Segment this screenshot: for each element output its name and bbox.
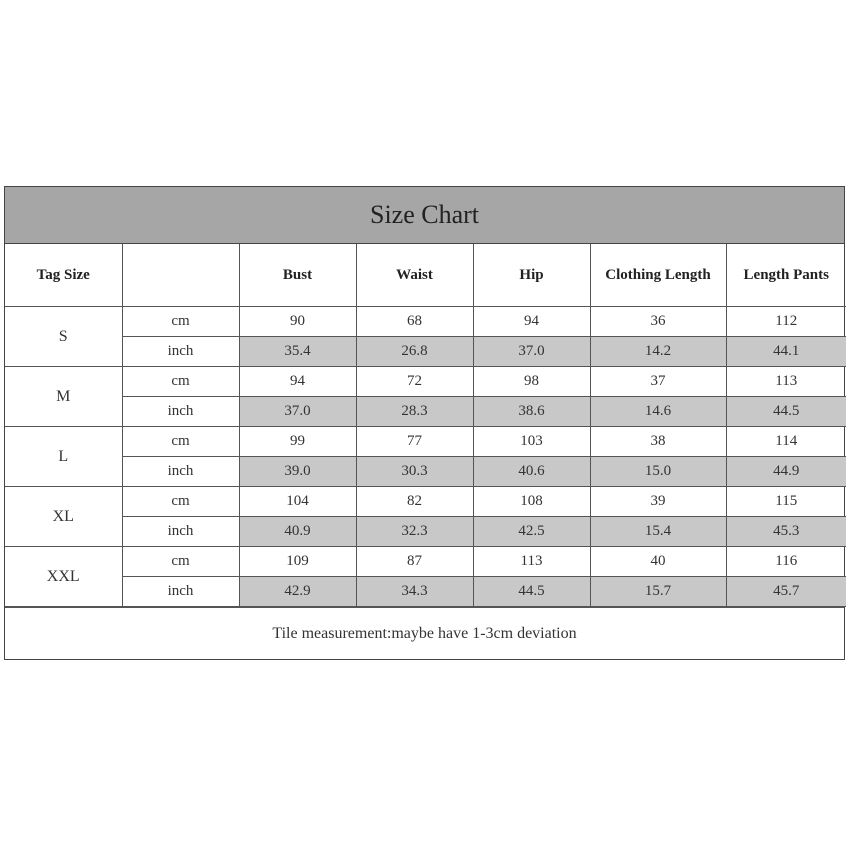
bust-value: 42.9 (239, 577, 356, 607)
clothing-length-value: 38 (590, 427, 726, 457)
size-row-m-cm (5, 367, 846, 397)
clothing-length-value: 15.7 (590, 577, 726, 607)
hip-value: 44.5 (473, 577, 590, 607)
size-row-xxl-inch (5, 577, 846, 607)
length-pants-value: 114 (726, 427, 846, 457)
col-header-waist: Waist (356, 244, 473, 307)
size-chart-table (4, 186, 845, 660)
size-row-s-cm (5, 307, 846, 337)
clothing-length-value: 36 (590, 307, 726, 337)
footnote: Tile measurement:maybe have 1-3cm deviation (5, 607, 844, 659)
hip-value: 38.6 (473, 397, 590, 427)
hip-value: 108 (473, 487, 590, 517)
waist-value: 77 (356, 427, 473, 457)
waist-value: 28.3 (356, 397, 473, 427)
size-row-xxl-cm (5, 547, 846, 577)
unit-label: cm (122, 367, 239, 397)
hip-value: 113 (473, 547, 590, 577)
bust-value: 109 (239, 547, 356, 577)
col-header-unit (122, 244, 239, 307)
length-pants-value: 44.9 (726, 457, 846, 487)
unit-label: cm (122, 427, 239, 457)
bust-value: 94 (239, 367, 356, 397)
size-row-xl-cm (5, 487, 846, 517)
length-pants-value: 113 (726, 367, 846, 397)
unit-label: inch (122, 517, 239, 547)
size-row-m-inch (5, 397, 846, 427)
hip-value: 103 (473, 427, 590, 457)
size-row-xl-inch (5, 517, 846, 547)
clothing-length-value: 14.6 (590, 397, 726, 427)
size-row-l-cm (5, 427, 846, 457)
length-pants-value: 44.1 (726, 337, 846, 367)
waist-value: 32.3 (356, 517, 473, 547)
header-row (5, 244, 846, 307)
waist-value: 34.3 (356, 577, 473, 607)
col-header-length-pants: Length Pants (726, 244, 846, 307)
length-pants-value: 44.5 (726, 397, 846, 427)
bust-value: 35.4 (239, 337, 356, 367)
waist-value: 72 (356, 367, 473, 397)
length-pants-value: 45.3 (726, 517, 846, 547)
bust-value: 104 (239, 487, 356, 517)
hip-value: 42.5 (473, 517, 590, 547)
waist-value: 26.8 (356, 337, 473, 367)
size-label: XXL (5, 547, 122, 607)
unit-label: inch (122, 397, 239, 427)
hip-value: 94 (473, 307, 590, 337)
unit-label: cm (122, 487, 239, 517)
size-label: XL (5, 487, 122, 547)
waist-value: 82 (356, 487, 473, 517)
length-pants-value: 112 (726, 307, 846, 337)
hip-value: 98 (473, 367, 590, 397)
hip-value: 37.0 (473, 337, 590, 367)
bust-value: 37.0 (239, 397, 356, 427)
length-pants-value: 115 (726, 487, 846, 517)
length-pants-value: 45.7 (726, 577, 846, 607)
col-header-bust: Bust (239, 244, 356, 307)
hip-value: 40.6 (473, 457, 590, 487)
unit-label: cm (122, 307, 239, 337)
bust-value: 39.0 (239, 457, 356, 487)
clothing-length-value: 14.2 (590, 337, 726, 367)
size-label: M (5, 367, 122, 427)
chart-title: Size Chart (5, 187, 844, 244)
clothing-length-value: 15.0 (590, 457, 726, 487)
col-header-hip: Hip (473, 244, 590, 307)
waist-value: 68 (356, 307, 473, 337)
clothing-length-value: 40 (590, 547, 726, 577)
clothing-length-value: 37 (590, 367, 726, 397)
unit-label: inch (122, 577, 239, 607)
size-table (5, 244, 846, 607)
unit-label: inch (122, 337, 239, 367)
unit-label: inch (122, 457, 239, 487)
col-header-tag-size: Tag Size (5, 244, 122, 307)
clothing-length-value: 15.4 (590, 517, 726, 547)
bust-value: 40.9 (239, 517, 356, 547)
unit-label: cm (122, 547, 239, 577)
size-label: S (5, 307, 122, 367)
clothing-length-value: 39 (590, 487, 726, 517)
bust-value: 99 (239, 427, 356, 457)
waist-value: 87 (356, 547, 473, 577)
length-pants-value: 116 (726, 547, 846, 577)
size-label: L (5, 427, 122, 487)
size-row-l-inch (5, 457, 846, 487)
size-row-s-inch (5, 337, 846, 367)
waist-value: 30.3 (356, 457, 473, 487)
table-body (5, 244, 846, 607)
bust-value: 90 (239, 307, 356, 337)
col-header-clothing-length: Clothing Length (590, 244, 726, 307)
